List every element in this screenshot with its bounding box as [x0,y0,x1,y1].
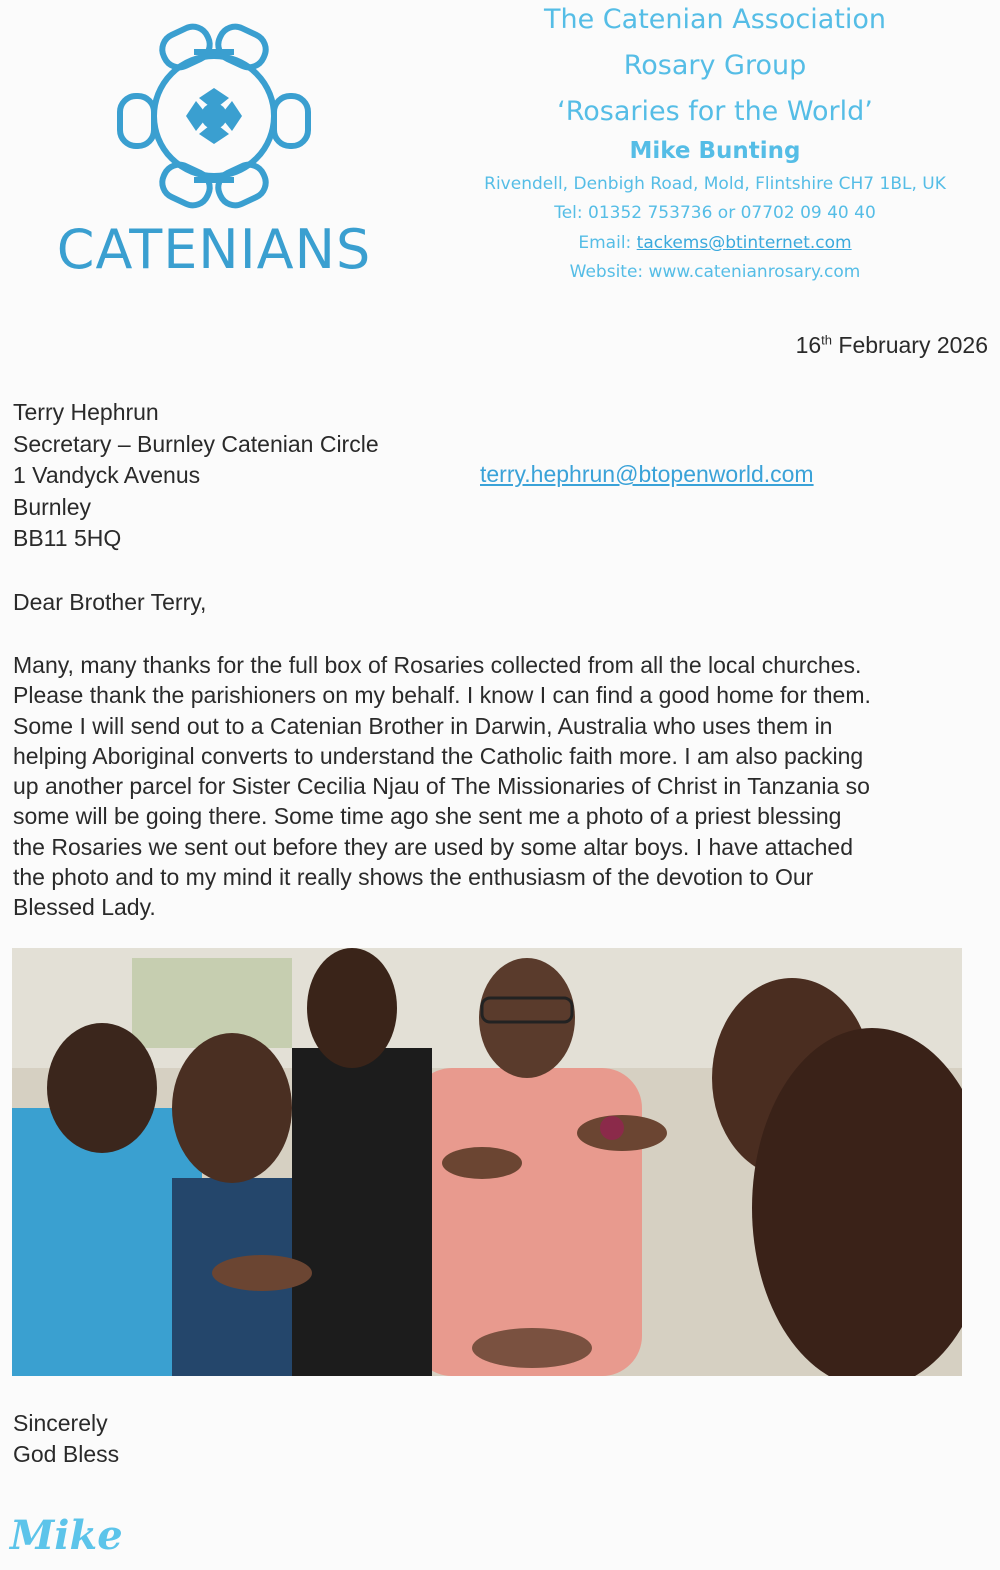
letter-body [13,650,993,923]
closing-sincerely: Sincerely [13,1410,108,1436]
body-line: up another parcel for Sister Cecilia Njau of The Missionaries of Christ in Tanzania so [13,773,870,800]
sender-email-label: Email: [578,233,637,253]
recipient-town: Burnley [13,493,91,520]
body-line: Blessed Lady. [13,894,156,921]
organization-name: The Catenian Association [544,4,886,35]
recipient-title: Secretary – Burnley Catenian Circle [13,430,379,457]
date-rest: February 2026 [832,332,988,358]
body-line: Many, many thanks for the full box of Rosaries collected from all the local churches. [13,652,862,678]
logo-wordmark: CATENIANS [56,218,372,281]
body-line: the photo and to my mind it really shows the enthusiasm of the devotion to Our [13,864,814,891]
sender-email-line [440,233,990,253]
recipient-postcode: BB11 5HQ [13,525,122,551]
sender-name: Mike Bunting [629,138,801,164]
photo-illustration [12,948,962,1376]
sender-website: Website: www.catenianrosary.com [569,262,861,282]
body-line: the Rosaries we sent out before they are used by some altar boys. I have attached [13,833,853,860]
letter-date [796,332,988,359]
closing-god-bless: God Bless [13,1441,120,1467]
recipient-street: 1 Vandyck Avenus [13,462,201,488]
sender-phone: Tel: 01352 753736 or 07702 09 40 40 [554,203,876,223]
recipient-email-link[interactable]: terry.hephrun@btopenworld.com [480,461,814,487]
tagline: ‘Rosaries for the World’ [557,96,873,127]
chain-cross-emblem-icon [44,18,384,218]
body-line: Some I will send out to a Catenian Brother in Darwin, Australia who uses them in [13,712,833,739]
recipient-address [13,397,379,555]
sender-address: Rivendell, Denbigh Road, Mold, Flintshire CH7 1BL, UK [484,174,946,194]
catenians-logo [44,18,384,288]
body-line: Please thank the parishioners on my behalf. I know I can find a good home for them. [13,682,871,709]
sender-email-link[interactable]: tackems@btinternet.com [636,233,852,253]
body-line: helping Aboriginal converts to understand the Catholic faith more. I am also packing [13,742,864,769]
body-line: some will be going there. Some time ago she sent me a photo of a priest blessing [13,803,842,830]
signature: Mike [10,1512,123,1559]
recipient-name: Terry Hephrun [13,399,159,425]
date-suffix: th [821,332,833,348]
salutation: Dear Brother Terry, [13,589,207,615]
date-day: 16 [795,332,822,358]
attached-photo [12,948,962,1376]
group-name: Rosary Group [623,50,807,81]
